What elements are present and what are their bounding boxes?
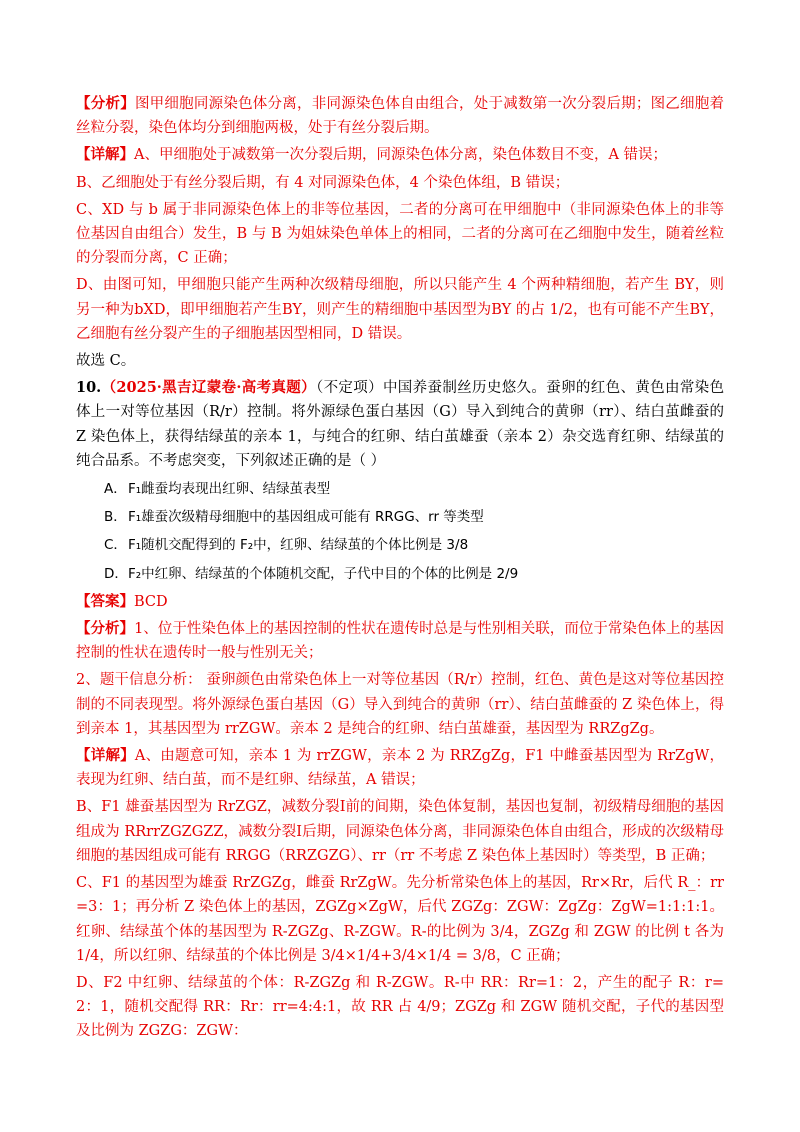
option-b-label: B． [104, 509, 127, 526]
analysis-tag-2: 【分析】 [76, 620, 135, 638]
option-a [104, 477, 724, 501]
option-b [104, 505, 724, 529]
explanation-d: D、由图可知，甲细胞只能产生两种次级精母细胞，所以只能产生 4 个两种精细胞，若产生 BY，则另一种为bXD，即甲细胞若产生BY，则产生的精细胞中基因型为BY 的占 1/2，也有可能不产生BY，乙细胞有丝分裂产生的子细胞基因型相同，D 错误。 [76, 277, 724, 342]
analysis-paragraph [76, 92, 724, 140]
document-page [76, 92, 724, 1047]
option-a-label: A． [104, 481, 127, 498]
analysis-text: 图甲细胞同源染色体分离，非同源染色体自由组合，处于减数第一次分裂后期；图乙细胞着丝粒分裂，染色体均分到细胞两极，处于有丝分裂后期。 [76, 96, 725, 137]
explanation-2-a-text: A、由题意可知，亲本 1 为 rrZGW，亲本 2 为 RRZgZg，F1 中雌蚕基因型为 RrZgW，表现为红卵、结白茧，而不是红卵、结绿茧，A 错误； [76, 748, 725, 789]
option-d-text: F₂中红卵、结绿茧的个体随机交配，子代中目的个体的比例是 2/9 [128, 565, 519, 582]
answer [76, 590, 724, 614]
explanation-a-text: A、甲细胞处于减数第一次分裂后期，同源染色体分离，染色体数目不变，A 错误； [134, 147, 668, 164]
conclusion: 故选 C。 [76, 353, 136, 370]
analysis-point-1: 1、位于性染色体上的基因控制的性状在遗传时总是与性别相关联，而位于常染色体上的基因控制的性状在遗传时一般与性别无关； [76, 621, 724, 662]
explanation-tag: 【详解】 [76, 146, 134, 164]
explanation-2-d: D、F2 中红卵、结绿茧的个体：R-ZGZg 和 R-ZGW。R-中 RR：Rr=1：2，产生的配子 R：r=2：1，随机交配得 RR：Rr：rr=4:4:1，故 RR 占 4/9；ZGZg 和 ZGW 随机交配，子代的基因型及比例为 ZGZG：ZGW： [76, 974, 724, 1040]
option-c-label: C． [104, 537, 127, 554]
explanation-2-a [76, 744, 724, 792]
option-b-text: F₁雄蚕次级精母细胞中的基因组成可能有 RRGG、rr 等类型 [128, 509, 484, 526]
option-d [104, 562, 724, 586]
explanation-2-b: B、F1 雄蚕基因型为 RrZGZ，减数分裂Ⅰ前的间期，染色体复制，基因也复制，初级精母细胞的基因组成为 RRrrZGZGZZ，减数分裂Ⅰ后期，同源染色体分离，非同源染色体自由组合，形成的次级精母细胞的基因组成可能有 RRGG（RRZGZG）、rr（rr 不考虑 Z 染色体上基因时）等类型，B 正确； [76, 799, 724, 864]
explanation-b: B、乙细胞处于有丝分裂后期，有 4 对同源染色体，4 个染色体组，B 错误； [76, 174, 570, 191]
question-stem [76, 376, 724, 473]
option-c-text: F₁随机交配得到的 F₂中，红卵、结绿茧的个体比例是 3/8 [128, 537, 469, 554]
question-source: （2025·黑吉辽蒙卷·高考真题） [101, 379, 316, 397]
answer-value: BCD [134, 593, 168, 610]
option-d-label: D． [104, 565, 128, 582]
question-number: 10. [76, 379, 102, 397]
option-c [104, 533, 724, 557]
question-text: （不定项）中国养蚕制丝历史悠久。蚕卵的红色、黄色由常染色体上一对等位基因（R/r）控制。将外源绿色蛋白基因（G）导入到纯合的黄卵（rr）、结白茧雌蚕的 Z 染色体上，获得结绿茧的亲本 1，与纯合的红卵、结白茧雄蚕（亲本 2）杂交选育红卵、结绿茧的纯合品系。不考虑突变，下列叙述正确的是（ ） [76, 380, 725, 469]
explanation-2-c: C、F1 的基因型为雄蚕 RrZGZg，雌蚕 RrZgW。先分析常染色体上的基因，Rr×Rr，后代 R_：rr=3：1；再分析 Z 染色体上的基因，ZGZg×ZgW，后代 ZGZg：ZGW：ZgZg：ZgW=1:1:1:1。 红卵、结绿茧个体的基因型为 R-ZGZg、R-ZGW。R-的比例为 3/4，ZGZg 和 ZGW 的比例 t 各为 1/4，所以红卵、结绿茧的个体比例是 3/4×1/4+3/4×1/4 = 3/8，C 正确； [76, 875, 724, 964]
explanation-c: C、XD 与 b 属于非同源染色体上的非等位基因，二者的分离可在甲细胞中（非同源染色体上的非等位基因自由组合）发生，B 与 B 为姐妹染色单体上的相同，二者的分离可在乙细胞中发生，随着丝粒的分裂而分离，C 正确； [76, 201, 724, 267]
analysis-paragraph-2 [76, 617, 724, 665]
analysis-point-2: 2、题干信息分析： 蚕卵颜色由常染色体上一对等位基因（R/r）控制，红色、黄色是这对等位基因控制的不同表现型。将外源绿色蛋白基因（G）导入到纯合的黄卵（rr）、结白茧雌蚕的 Z 染色体上，得到亲本 1，其基因型为 rrZGW。亲本 2 是纯合的红卵、结白茧雄蚕，基因型为 RRZgZg。 [76, 672, 724, 737]
explanation-a [76, 143, 724, 167]
analysis-tag: 【分析】 [76, 95, 135, 112]
explanation-tag-2: 【详解】 [76, 747, 135, 765]
option-a-text: F₁雌蚕均表现出红卵、结绿茧表型 [128, 481, 331, 498]
answer-tag: 【答案】 [76, 592, 134, 610]
